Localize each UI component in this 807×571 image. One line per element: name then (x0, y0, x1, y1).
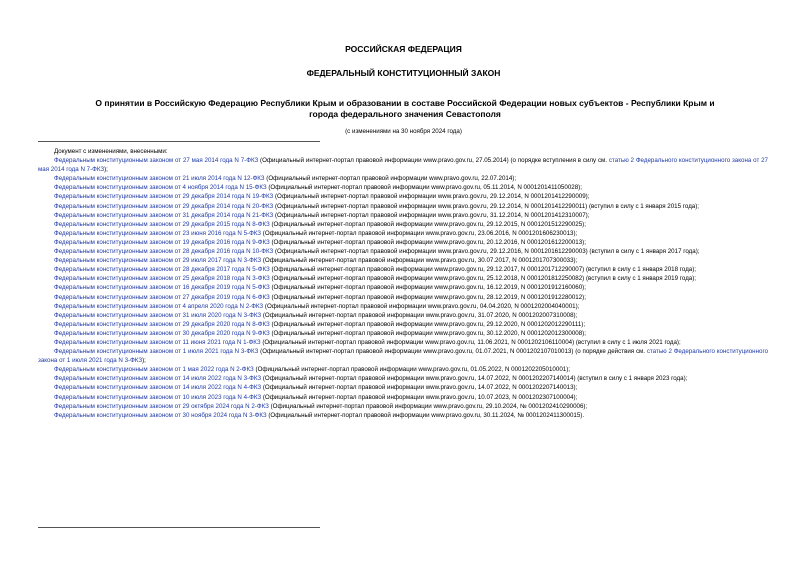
amendment-source-text: (Официальный интернет-портал правовой информации www.pravo.gov.ru, 29.12.2017, N 0001201712290007) (вступил в силу с 1 января 2018 года); (269, 266, 697, 274)
amendment-source-text: (Официальный интернет-портал правовой информации www.pravo.gov.ru, 29.12.2014, N 0001201412290009); (273, 193, 590, 201)
amendment-link[interactable]: Федеральным конституционным законом от 29 декабря 2015 года N 8-ФКЗ (54, 220, 270, 228)
amendment-source-text: (Официальный интернет-портал правовой информации www.pravo.gov.ru, 27.05.2014) (о порядке вступления в силу см. (258, 157, 609, 165)
amendment-link[interactable]: Федеральным конституционным законом от 29 декабря 2014 года N 20-ФКЗ (54, 202, 274, 210)
amendment-source-text: (Официальный интернет-портал правовой информации www.pravo.gov.ru, 20.12.2016, N 0001201612200013); (269, 238, 586, 246)
amendment-link[interactable]: Федеральным конституционным законом от 1 мая 2022 года N 2-ФКЗ (54, 366, 254, 374)
amendment-entry (38, 302, 768, 311)
amendment-link[interactable]: Федеральным конституционным законом от 14 июля 2022 года N 3-ФКЗ (54, 375, 262, 383)
amendment-entry (38, 265, 768, 274)
amendment-entry (38, 383, 768, 392)
article-link[interactable]: статью 2 Федерального конституционного закона от 1 июля 2021 года N 3-ФКЗ (38, 348, 769, 365)
amendment-entry (38, 374, 768, 383)
amendment-source-text: (Официальный интернет-портал правовой информации www.pravo.gov.ru, 31.07.2020, N 0001202007310008); (261, 311, 578, 319)
amendment-entry (38, 365, 768, 374)
amendment-entry (38, 211, 768, 220)
amendment-link[interactable]: Федеральным конституционным законом от 1 июля 2021 года N 3-ФКЗ (54, 348, 259, 356)
amendment-link[interactable]: Федеральным конституционным законом от 30 ноября 2024 года N 3-ФКЗ (54, 411, 267, 419)
amendment-entry (38, 411, 768, 420)
amendment-entry (38, 229, 768, 238)
edition-note: (с изменениями на 30 ноября 2024 года) (345, 128, 462, 135)
amendment-link[interactable]: Федеральным конституционным законом от 25 декабря 2018 года N 3-ФКЗ (54, 275, 270, 283)
amendment-entry (38, 320, 768, 329)
amendment-entry (38, 256, 768, 265)
amendment-link[interactable]: Федеральным конституционным законом от 31 июля 2020 года N 3-ФКЗ (54, 311, 262, 319)
amendment-link[interactable]: Федеральным конституционным законом от 11 июня 2021 года N 1-ФКЗ (54, 338, 261, 346)
amendment-source-text: (Официальный интернет-портал правовой информации www.pravo.gov.ru, 29.12.2015, N 0001201512290025); (269, 220, 586, 228)
amendment-link[interactable]: Федеральным конституционным законом от 28 декабря 2016 года N 10-ФКЗ (54, 248, 274, 256)
amendment-link[interactable]: Федеральным конституционным законом от 23 июня 2016 года N 5-ФКЗ (54, 229, 262, 237)
amendment-entry (38, 238, 768, 247)
amendments-intro: Документ с изменениями, внесенными: (54, 148, 168, 155)
amendment-link[interactable]: Федеральным конституционным законом от 27 мая 2014 года N 7-ФКЗ (54, 157, 259, 165)
amendment-entry (38, 293, 768, 302)
amendment-source-text: (Официальный интернет-портал правовой информации www.pravo.gov.ru, 30.12.2020, N 0001202012300008); (269, 329, 586, 337)
amendment-source-text: (Официальный интернет-портал правовой информации www.pravo.gov.ru, 10.07.2023, N 0001202307100004); (261, 393, 578, 401)
amendment-link[interactable]: Федеральным конституционным законом от 29 декабря 2020 года N 8-ФКЗ (54, 320, 270, 328)
amendment-source-text: (Официальный интернет-портал правовой информации www.pravo.gov.ru, 30.07.2017, N 0001201707300033); (261, 257, 578, 265)
amendment-source-text: (Официальный интернет-портал правовой информации www.pravo.gov.ru, 30.11.2024, № 0001202411300015). (266, 411, 585, 419)
amendment-entry (38, 283, 768, 292)
amendment-entry (38, 156, 768, 174)
article-link[interactable]: статью 2 Федерального конституционного закона от 27 мая 2014 года N 7-ФКЗ (38, 157, 769, 174)
amendment-source-text: (Официальный интернет-портал правовой информации www.pravo.gov.ru, 01.07.2021, N 0001202107010013) (о порядке действия см. (258, 348, 647, 356)
amendment-link[interactable]: Федеральным конституционным законом от 28 декабря 2017 года N 5-ФКЗ (54, 266, 270, 274)
amendment-link[interactable]: Федеральным конституционным законом от 31 декабря 2014 года N 21-ФКЗ (54, 211, 274, 219)
amendment-entry (38, 247, 768, 256)
amendment-entry (38, 220, 768, 229)
amendment-source-text: (Официальный интернет-портал правовой информации www.pravo.gov.ru, 22.07.2014); (264, 175, 517, 183)
amendment-source-text: (Официальный интернет-портал правовой информации www.pravo.gov.ru, 14.07.2022, N 0001202207140013); (261, 384, 578, 392)
amendment-source-text: (Официальный интернет-портал правовой информации www.pravo.gov.ru, 29.12.2014, N 0001201412290011) (вступил в силу с 1 января 2015 года); (273, 202, 700, 210)
amendments-list (38, 147, 768, 420)
amendment-link[interactable]: Федеральным конституционным законом от 30 декабря 2020 года N 9-ФКЗ (54, 329, 270, 337)
amendment-link[interactable]: Федеральным конституционным законом от 4 апреля 2020 года N 2-ФКЗ (54, 302, 264, 310)
top-divider (38, 141, 320, 142)
amendment-entry (38, 329, 768, 338)
amendment-source-text: (Официальный интернет-портал правовой информации www.pravo.gov.ru, 31.12.2014, N 0001201412310007); (273, 211, 590, 219)
amendment-link[interactable]: Федеральным конституционным законом от 29 июля 2017 года N 3-ФКЗ (54, 257, 262, 265)
amendment-entry (38, 393, 768, 402)
amendment-entry (38, 183, 768, 192)
amendment-source-text: (Официальный интернет-портал правовой информации www.pravo.gov.ru, 16.12.2019, N 0001201912160060); (269, 284, 586, 292)
amendment-source-text: (Официальный интернет-портал правовой информации www.pravo.gov.ru, 23.06.2016, N 0001201606230013); (261, 229, 578, 237)
amendment-source-text: (Официальный интернет-портал правовой информации www.pravo.gov.ru, 25.12.2018, N 0001201812250082) (вступил в силу с 1 января 2019 года); (269, 275, 697, 283)
amendment-tail-text: ); (142, 357, 146, 365)
amendment-entry (38, 347, 768, 365)
amendment-link[interactable]: Федеральным конституционным законом от 14 июля 2022 года N 4-ФКЗ (54, 384, 262, 392)
amendment-entry (38, 402, 768, 411)
amendment-link[interactable]: Федеральным конституционным законом от 21 июля 2014 года N 12-ФКЗ (54, 175, 265, 183)
amendment-source-text: (Официальный интернет-портал правовой информации www.pravo.gov.ru, 05.11.2014, N 0001201411050028); (266, 184, 582, 192)
amendment-source-text: (Официальный интернет-портал правовой информации www.pravo.gov.ru, 28.12.2019, N 0001201912280012); (269, 293, 586, 301)
amendment-entry (38, 192, 768, 201)
amendment-source-text: (Официальный интернет-портал правовой информации www.pravo.gov.ru, 01.05.2022, N 0001202205010001); (253, 366, 570, 374)
amendment-entry (38, 202, 768, 211)
amendment-link[interactable]: Федеральным конституционным законом от 16 декабря 2019 года N 5-ФКЗ (54, 284, 270, 292)
amendment-link[interactable]: Федеральным конституционным законом от 4 ноября 2014 года N 15-ФКЗ (54, 184, 267, 192)
amendment-source-text: (Официальный интернет-портал правовой информации www.pravo.gov.ru, 29.12.2016, N 0001201612290003) (вступил в силу с 1 января 2017 года); (273, 248, 700, 256)
amendment-entry (38, 311, 768, 320)
bottom-divider (38, 527, 320, 528)
amendment-entry (38, 174, 768, 183)
amendment-link[interactable]: Федеральным конституционным законом от 19 декабря 2016 года N 9-ФКЗ (54, 238, 270, 246)
amendment-link[interactable]: Федеральным конституционным законом от 10 июля 2023 года N 4-ФКЗ (54, 393, 262, 401)
country-heading: РОССИЙСКАЯ ФЕДЕРАЦИЯ (345, 44, 462, 54)
amendment-entry (38, 274, 768, 283)
law-type-heading: ФЕДЕРАЛЬНЫЙ КОНСТИТУЦИОННЫЙ ЗАКОН (306, 68, 501, 78)
amendment-source-text: (Официальный интернет-портал правовой информации www.pravo.gov.ru, 04.04.2020, N 0001202004040001); (263, 302, 580, 310)
amendment-source-text: (Официальный интернет-портал правовой информации www.pravo.gov.ru, 11.06.2021, N 0001202106110004) (вступил в силу с 1 июля 2021 года); (260, 338, 681, 346)
amendment-link[interactable]: Федеральным конституционным законом от 29 декабря 2014 года N 19-ФКЗ (54, 193, 274, 201)
amendment-source-text: (Официальный интернет-портал правовой информации www.pravo.gov.ru, 29.12.2020, N 0001202012290111); (269, 320, 586, 328)
amendment-link[interactable]: Федеральным конституционным законом от 29 октября 2024 года N 2-ФКЗ (54, 402, 269, 410)
amendment-link[interactable]: Федеральным конституционным законом от 27 декабря 2019 года N 6-ФКЗ (54, 293, 270, 301)
amendment-source-text: (Официальный интернет-портал правовой информации www.pravo.gov.ru, 29.10.2024, № 0001202410290006); (268, 402, 588, 410)
amendment-tail-text: ); (104, 166, 108, 174)
amendment-entry (38, 338, 768, 347)
amendment-source-text: (Официальный интернет-портал правовой информации www.pravo.gov.ru, 14.07.2022, N 0001202207140014) (вступил в силу с 1 января 2023 года); (261, 375, 688, 383)
law-title: О принятии в Российскую Федерацию Республики Крым и образовании в составе Российской Федерации новых субъектов - Республики Крым и города федерального значения Севастополя (95, 98, 715, 119)
